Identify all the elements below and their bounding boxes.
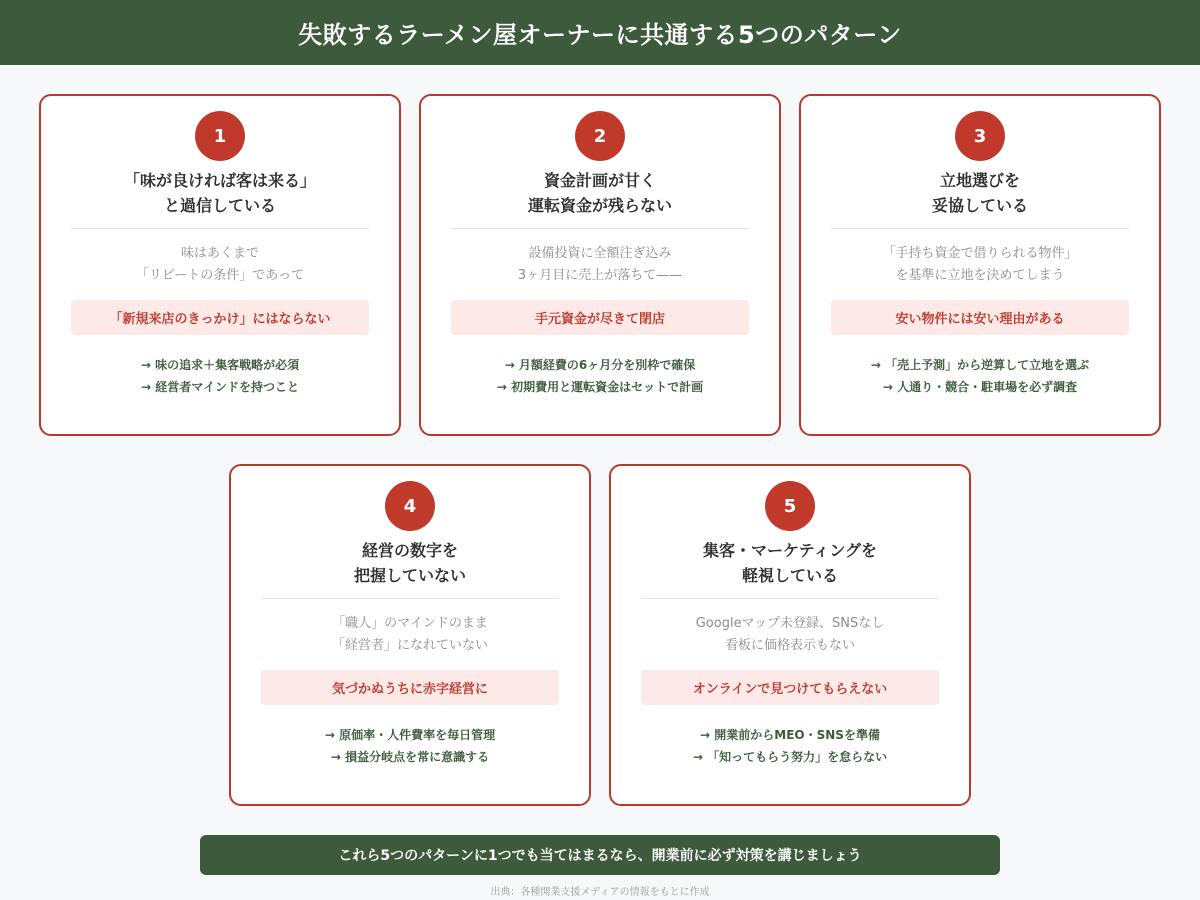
pattern-title-line: 経営の数字を bbox=[361, 541, 458, 560]
pattern-description bbox=[801, 243, 1159, 287]
pattern-highlight: 安い物件には安い理由がある bbox=[831, 300, 1129, 335]
pattern-description bbox=[41, 243, 399, 287]
pattern-title bbox=[611, 538, 969, 588]
action-item: → 人通り・競合・駐車場を必ず調査 bbox=[882, 380, 1078, 394]
description-line: 「職人」のマインドのまま bbox=[332, 616, 488, 631]
card-divider bbox=[451, 228, 749, 229]
action-item: → 開業前からMEO・SNSを準備 bbox=[700, 728, 880, 742]
pattern-description bbox=[611, 613, 969, 657]
pattern-highlight: オンラインで見つけてもらえない bbox=[641, 670, 939, 705]
pattern-title-line: 立地選びを bbox=[939, 171, 1020, 190]
pattern-description bbox=[231, 613, 589, 657]
pattern-title-line: 運転資金が残らない bbox=[527, 196, 672, 215]
pattern-title-line: 把握していない bbox=[353, 566, 466, 585]
description-line: 設備投資に全額注ぎ込み bbox=[528, 246, 672, 261]
pattern-title-line: 集客・マーケティングを bbox=[702, 541, 878, 560]
pattern-number-badge: 2 bbox=[575, 111, 625, 161]
description-line: 3ヶ月目に売上が落ちて—— bbox=[517, 268, 683, 283]
pattern-highlight: 「新規来店のきっかけ」にはならない bbox=[71, 300, 369, 335]
description-line: Googleマップ未登録、SNSなし bbox=[695, 616, 885, 631]
pattern-card-4 bbox=[229, 464, 591, 806]
pattern-number-badge: 5 bbox=[765, 481, 815, 531]
action-item: → 損益分岐点を常に意識する bbox=[330, 750, 490, 764]
pattern-title-line: 軽視している bbox=[741, 566, 838, 585]
pattern-title-line: 「味が良ければ客は来る」 bbox=[123, 171, 316, 190]
action-item: → 経営者マインドを持つこと bbox=[141, 380, 299, 394]
pattern-actions bbox=[801, 354, 1159, 398]
pattern-title-line: と過信している bbox=[163, 196, 276, 215]
summary-banner: これら5つのパターンに1つでも当てはまるなら、開業前に必ず対策を講じましょう bbox=[200, 835, 1000, 875]
pattern-number-badge: 3 bbox=[955, 111, 1005, 161]
card-divider bbox=[71, 228, 369, 229]
description-line: 「リピートの条件」であって bbox=[135, 268, 305, 283]
card-divider bbox=[831, 228, 1129, 229]
action-item: → 月額経費の6ヶ月分を別枠で確保 bbox=[504, 358, 696, 372]
pattern-title-line: 妥協している bbox=[931, 196, 1028, 215]
pattern-title bbox=[41, 168, 399, 218]
pattern-title bbox=[421, 168, 779, 218]
action-item: → 原価率・人件費率を毎日管理 bbox=[324, 728, 496, 742]
pattern-title-line: 資金計画が甘く bbox=[543, 171, 656, 190]
card-divider bbox=[261, 598, 559, 599]
pattern-card-5 bbox=[609, 464, 971, 806]
pattern-title bbox=[231, 538, 589, 588]
description-line: 「経営者」になれていない bbox=[331, 638, 488, 653]
description-line: を基準に立地を決めてしまう bbox=[895, 268, 1065, 283]
description-line: 味はあくまで bbox=[180, 246, 259, 261]
action-item: → 初期費用と運転資金はセットで計画 bbox=[496, 380, 704, 394]
source-note: 出典：各種開業支援メディアの情報をもとに作成 bbox=[490, 887, 710, 898]
pattern-highlight: 気づかぬうちに赤字経営に bbox=[261, 670, 559, 705]
pattern-title bbox=[801, 168, 1159, 218]
pattern-actions bbox=[231, 724, 589, 768]
description-line: 「手持ち資金で借りられる物件」 bbox=[882, 246, 1078, 261]
pattern-card-2 bbox=[419, 94, 781, 436]
card-divider bbox=[641, 598, 939, 599]
pattern-number-badge: 4 bbox=[385, 481, 435, 531]
pattern-card-1 bbox=[39, 94, 401, 436]
action-item: → 「知ってもらう努力」を怠らない bbox=[692, 750, 888, 764]
description-line: 看板に価格表示もない bbox=[724, 638, 855, 653]
pattern-highlight: 手元資金が尽きて閉店 bbox=[451, 300, 749, 335]
pattern-actions bbox=[611, 724, 969, 768]
action-item: → 「売上予測」から逆算して立地を選ぶ bbox=[870, 358, 1090, 372]
pattern-description bbox=[421, 243, 779, 287]
pattern-number-badge: 1 bbox=[195, 111, 245, 161]
pattern-actions bbox=[41, 354, 399, 398]
pattern-actions bbox=[421, 354, 779, 398]
page-title: 失敗するラーメン屋オーナーに共通する5つのパターン bbox=[298, 21, 902, 49]
page-header bbox=[0, 0, 1200, 65]
action-item: → 味の追求＋集客戦略が必須 bbox=[140, 358, 300, 372]
pattern-card-3 bbox=[799, 94, 1161, 436]
